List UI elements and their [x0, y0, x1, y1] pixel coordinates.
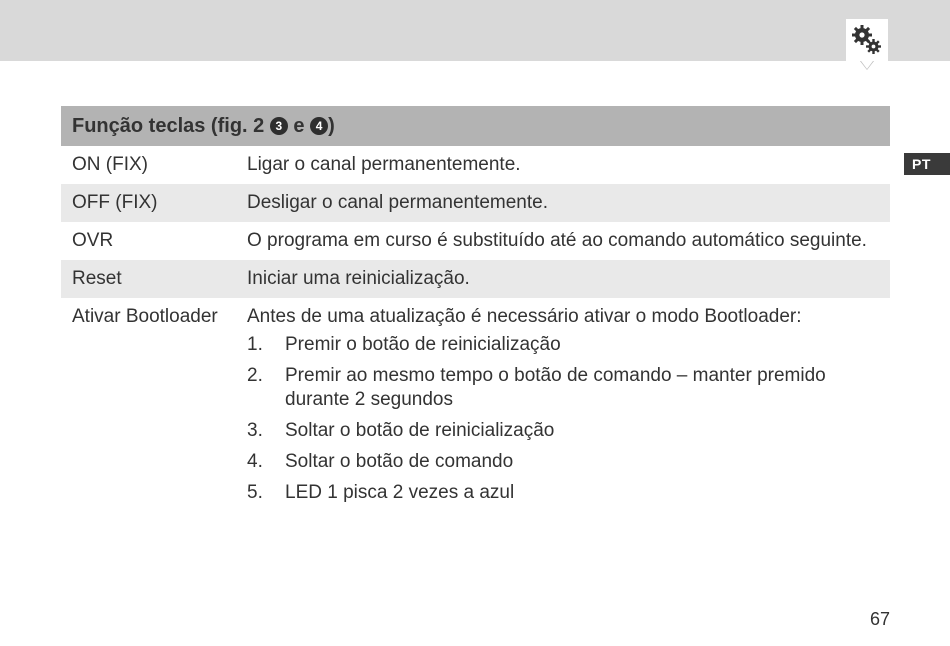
step-text: Soltar o botão de comando [285, 451, 514, 472]
row-key: Ativar Bootloader [72, 306, 218, 327]
bootloader-steps-list [247, 333, 890, 505]
step-text: Soltar o botão de reinicialização [285, 420, 555, 441]
key-function-table [61, 106, 890, 512]
row-value [247, 305, 890, 512]
row-key: Reset [72, 268, 122, 289]
list-item [247, 450, 890, 474]
gear-tab-pointer [861, 61, 873, 69]
row-value: Ligar o canal permanentemente. [247, 154, 521, 175]
table-row-reset [61, 260, 890, 298]
row-key: ON (FIX) [72, 154, 148, 175]
step-number: 3. [247, 420, 263, 441]
table-row-on-fix [61, 146, 890, 184]
step-number: 1. [247, 334, 263, 355]
top-header-band [0, 0, 950, 61]
step-text: LED 1 pisca 2 vezes a azul [285, 482, 515, 503]
list-item [247, 333, 890, 357]
row-value: O programa em curso é substituído até ao comando automático seguinte. [247, 230, 867, 251]
step-number: 5. [247, 482, 263, 503]
table-row-bootloader [61, 298, 890, 512]
step-text: Premir ao mesmo tempo o botão de comando – manter premido durante 2 segundos [285, 365, 826, 410]
step-number: 2. [247, 365, 263, 386]
page-number: 67 [869, 609, 890, 629]
list-item [247, 481, 890, 505]
language-tab: PT [904, 153, 950, 175]
step-number: 4. [247, 451, 263, 472]
figure-reference-3: 3 [270, 117, 288, 135]
list-item [247, 364, 890, 412]
table-title-mid: e [287, 115, 311, 137]
bootloader-intro: Antes de uma atualização é necessário ativar o modo Bootloader: [247, 306, 802, 327]
figure-reference-4: 4 [310, 117, 328, 135]
table-title [61, 106, 890, 146]
row-key: OVR [72, 230, 114, 251]
settings-section-tab [846, 19, 888, 61]
row-value: Iniciar uma reinicialização. [247, 268, 470, 289]
table-title-prefix: Função teclas (fig. 2 [72, 115, 270, 137]
row-value: Desligar o canal permanentemente. [247, 192, 549, 213]
step-text: Premir o botão de reinicialização [285, 334, 561, 355]
gears-icon [851, 24, 883, 56]
table-title-suffix: ) [328, 115, 335, 137]
list-item [247, 419, 890, 443]
row-key: OFF (FIX) [72, 192, 158, 213]
table-row-ovr [61, 222, 890, 260]
table-row-off-fix [61, 184, 890, 222]
